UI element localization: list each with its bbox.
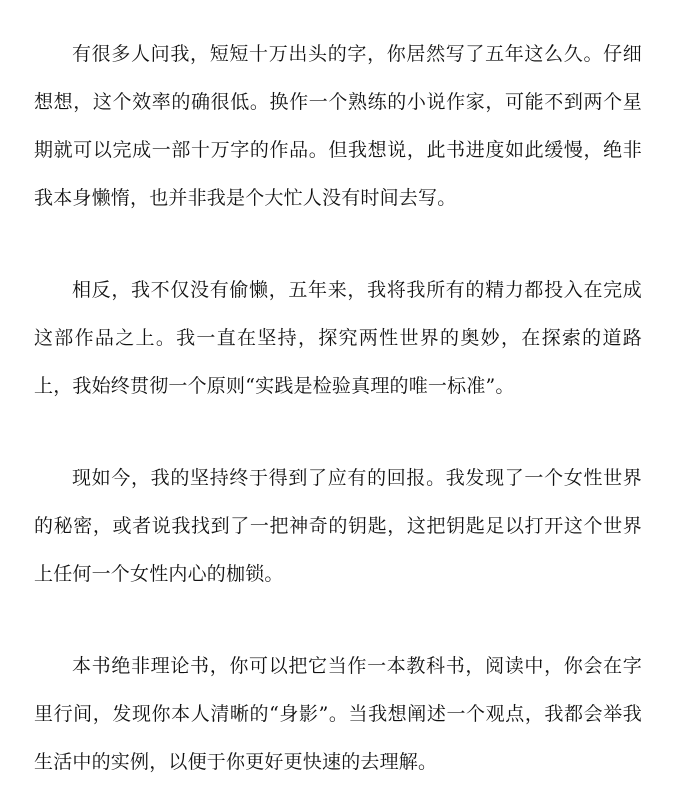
paragraph-3: 现如今，我的坚持终于得到了应有的回报。我发现了一个女性世界的秘密，或者说我找到了一把神奇的钥匙，这把钥匙足以打开这个世界上任何一个女性内心的枷锁。 — [34, 467, 642, 585]
paragraph-1: 有很多人问我，短短十万出头的字，你居然写了五年这么久。仔细想想，这个效率的确很低。换作一个熟练的小说作家，可能不到两个星期就可以完成一部十万字的作品。但我想说，此书进度如此缓慢，绝非我本身懒惰，也并非我是个大忙人没有时间去写。 — [34, 43, 642, 209]
paragraph-4: 本书绝非理论书，你可以把它当作一本教科书，阅读中，你会在字里行间，发现你本人清晰的“身影”。当我想阐述一个观点，我都会举我生活中的实例，以便于你更好更快速的去理解。 — [34, 655, 642, 773]
paragraph-2: 相反，我不仅没有偷懒，五年来，我将我所有的精力都投入在完成这部作品之上。我一直在坚持，探究两性世界的奥妙，在探索的道路上，我始终贯彻一个原则“实践是检验真理的唯一标准”。 — [34, 279, 642, 397]
